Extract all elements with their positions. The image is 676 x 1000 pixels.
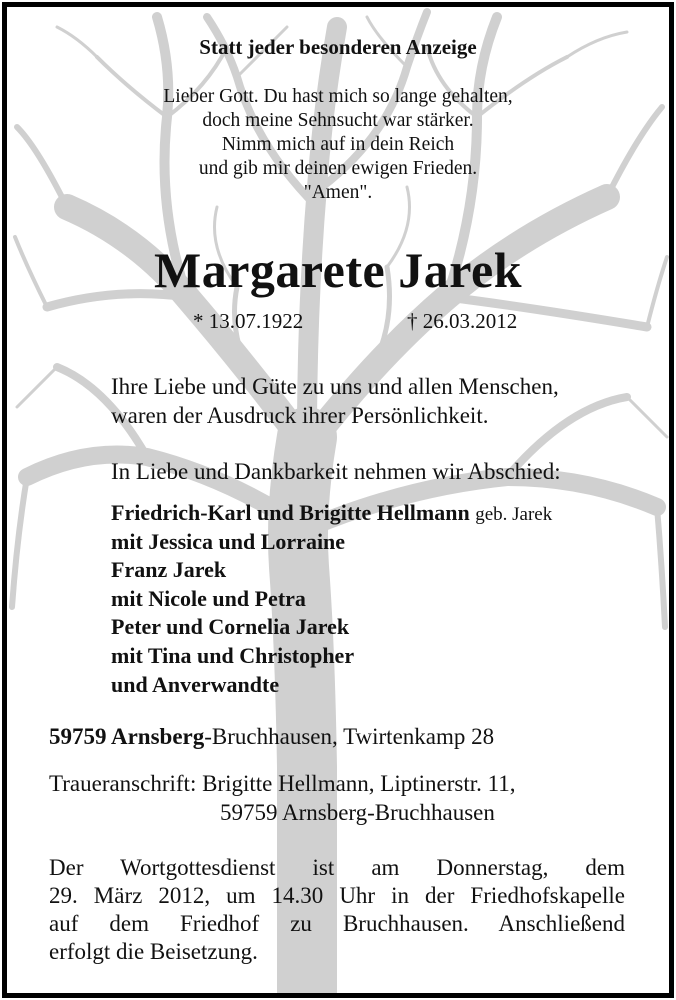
mourning-address-line: 59759 Arnsberg-Bruchhausen <box>220 800 495 825</box>
mourning-address <box>49 769 516 827</box>
service-line: auf dem Friedhof zu Bruchhausen. Anschließend <box>49 911 625 936</box>
mourners-list <box>111 499 552 699</box>
address-city: 59759 Arnsberg <box>49 724 205 749</box>
tribute-text <box>111 372 559 430</box>
tribute-line: waren der Ausdruck ihrer Persönlichkeit. <box>111 403 489 428</box>
poem-line: doch meine Sehnsucht war stärker. <box>202 110 474 131</box>
address-street: -Bruchhausen, Twirtenkamp 28 <box>204 724 495 749</box>
mourner-line: mit Tina und Christopher <box>111 642 355 668</box>
mourner-line: Franz Jarek <box>111 557 227 583</box>
mourning-address-line: Traueranschrift: Brigitte Hellmann, Liptinerstr. 11, <box>49 771 516 796</box>
mourner-line: mit Jessica und Lorraine <box>111 528 346 554</box>
mourner-name: Friedrich-Karl und Brigitte Hellmann <box>111 500 470 525</box>
service-info <box>49 854 625 966</box>
notice-header: Statt jeder besonderen Anzeige <box>199 35 477 59</box>
poem-line: Lieber Gott. Du hast mich so lange gehalten, <box>163 86 513 107</box>
mourner-line: mit Nicole und Petra <box>111 585 306 611</box>
tribute-line: Ihre Liebe und Güte zu uns und allen Menschen, <box>111 374 559 399</box>
poem-line: Nimm mich auf in dein Reich <box>221 134 455 155</box>
service-line: 29. März 2012, um 14.30 Uhr in der Friedhofskapelle <box>49 883 625 908</box>
death-date: † 26.03.2012 <box>407 309 518 333</box>
maiden-name: geb. Jarek <box>475 504 553 525</box>
service-line: Der Wortgottesdienst ist am Donnerstag, dem <box>49 855 625 880</box>
life-dates <box>7 309 669 339</box>
obituary-notice <box>2 2 674 998</box>
deceased-name: Margarete Jarek <box>154 242 522 298</box>
birth-date: * 13.07.1922 <box>193 309 304 333</box>
poem-line: und gib mir deinen ewigen Frieden. <box>198 158 478 179</box>
poem-line: "Amen". <box>303 182 373 203</box>
mourner-line <box>111 499 552 528</box>
service-line: erfolgt die Beisetzung. <box>49 939 258 964</box>
poem <box>7 85 669 205</box>
mourner-line: und Anverwandte <box>111 671 280 697</box>
family-address <box>49 724 494 750</box>
farewell-line: In Liebe und Dankbarkeit nehmen wir Abschied: <box>111 459 561 484</box>
mourner-line: Peter und Cornelia Jarek <box>111 614 350 640</box>
